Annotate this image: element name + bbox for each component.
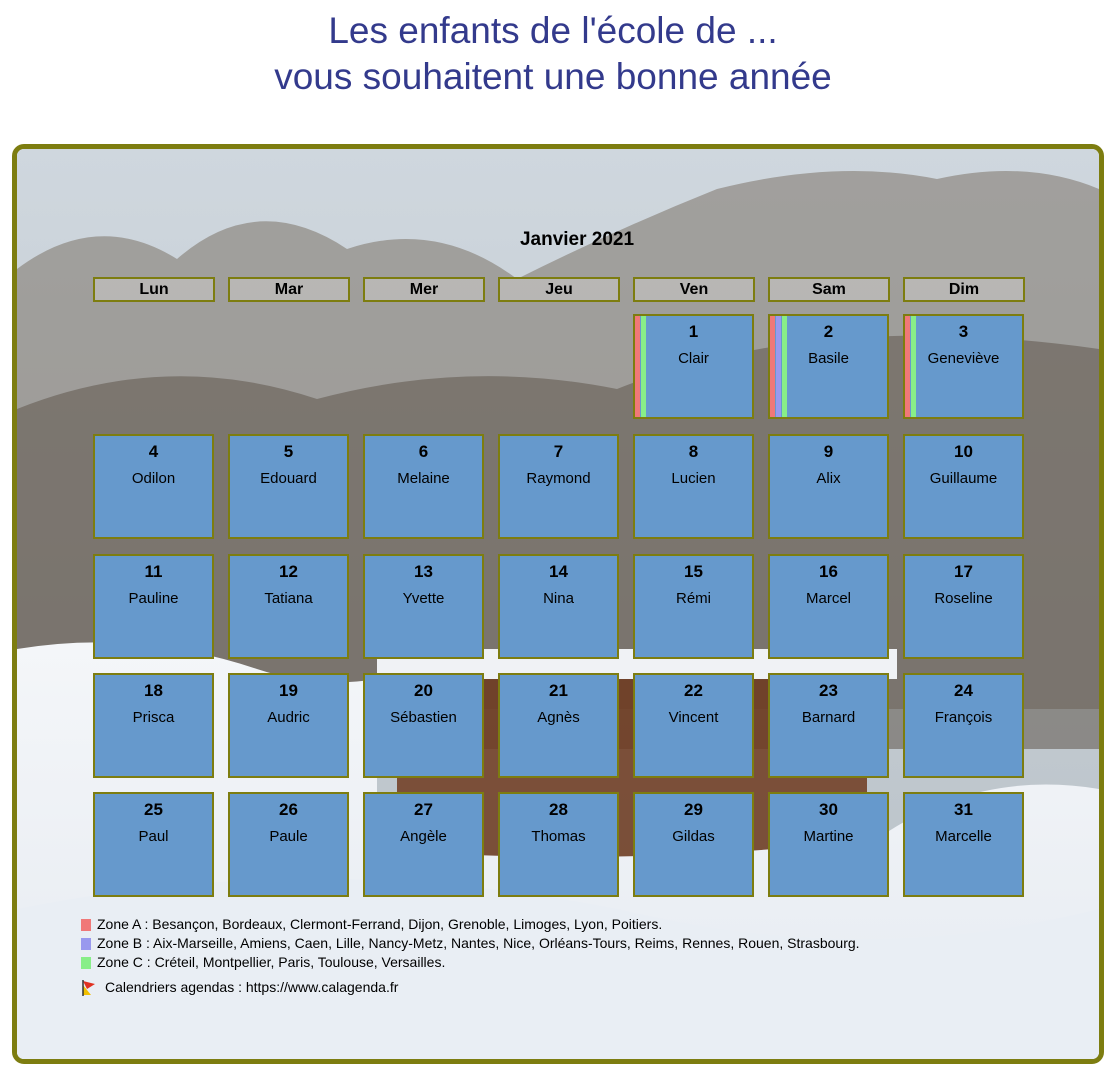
saint-name: François — [934, 709, 993, 726]
saint-name: Lucien — [671, 470, 716, 487]
day-cell — [93, 554, 214, 659]
day-cell — [498, 434, 619, 539]
day-number: 11 — [144, 562, 163, 581]
saint-name: Sébastien — [390, 709, 457, 726]
legend-zone-c-text: Zone C : Créteil, Montpellier, Paris, Toulouse, Versailles. — [97, 954, 446, 970]
saint-name: Paule — [269, 828, 308, 845]
day-number: 10 — [954, 442, 973, 461]
saint-name: Melaine — [397, 470, 450, 487]
day-cell — [498, 792, 619, 897]
weekday-header: Mar — [228, 277, 350, 302]
legend — [81, 915, 860, 997]
saint-name: Marcelle — [935, 828, 992, 845]
saint-name: Angèle — [400, 828, 447, 845]
day-number: 1 — [688, 322, 699, 341]
day-cell — [633, 554, 754, 659]
saint-name: Nina — [543, 590, 574, 607]
day-number: 12 — [279, 562, 298, 581]
saint-name: Marcel — [805, 590, 851, 607]
saint-name: Guillaume — [929, 470, 998, 487]
heading-line-1: Les enfants de l'école de ... — [328, 10, 778, 51]
page-heading — [0, 8, 1106, 100]
day-cell — [363, 554, 484, 659]
day-number: 18 — [144, 681, 163, 700]
saint-name: Tatiana — [264, 590, 313, 607]
day-number: 13 — [414, 562, 433, 581]
saint-name: Prisca — [132, 709, 175, 726]
weekday-header: Mer — [363, 277, 485, 302]
day-number: 28 — [549, 800, 568, 819]
day-cell — [93, 673, 214, 778]
day-cell — [363, 673, 484, 778]
day-cell — [633, 434, 754, 539]
day-cell — [228, 554, 349, 659]
heading-line-2: vous souhaitent une bonne année — [274, 56, 832, 97]
legend-zone-c — [81, 953, 860, 972]
day-number: 3 — [958, 322, 969, 341]
day-number: 31 — [954, 800, 973, 819]
day-number: 30 — [819, 800, 838, 819]
saint-name: Geneviève — [927, 350, 1000, 367]
saint-name: Odilon — [131, 470, 176, 487]
day-cell — [768, 314, 889, 419]
day-number: 24 — [954, 681, 973, 700]
calendar-title: Janvier 2021 — [519, 229, 635, 250]
weekday-header: Sam — [768, 277, 890, 302]
legend-zone-b-text: Zone B : Aix-Marseille, Amiens, Caen, Lille, Nancy-Metz, Nantes, Nice, Orléans-Tours, Reims, Rennes, Rouen, Strasbourg. — [97, 935, 860, 951]
legend-zone-a — [81, 915, 860, 934]
day-number: 9 — [823, 442, 834, 461]
weekday-header: Jeu — [498, 277, 620, 302]
day-cell — [228, 434, 349, 539]
saint-name: Yvette — [402, 590, 445, 607]
day-number: 19 — [279, 681, 298, 700]
day-cell — [228, 673, 349, 778]
calendar-frame — [12, 144, 1104, 1064]
day-cell — [633, 314, 754, 419]
calagenda-link[interactable]: Calendriers agendas : https://www.calagenda.fr — [105, 979, 399, 995]
saint-name: Vincent — [668, 709, 719, 726]
day-number: 16 — [819, 562, 838, 581]
calagenda-logo-icon — [81, 979, 97, 997]
day-number: 25 — [144, 800, 163, 819]
day-cell — [903, 792, 1024, 897]
saint-name: Pauline — [128, 590, 179, 607]
saint-name: Edouard — [260, 470, 317, 487]
day-cell — [768, 554, 889, 659]
day-cell — [93, 434, 214, 539]
legend-zone-a-text: Zone A : Besançon, Bordeaux, Clermont-Ferrand, Dijon, Grenoble, Limoges, Lyon, Poitiers. — [97, 916, 663, 932]
day-cell — [228, 792, 349, 897]
day-cell — [498, 673, 619, 778]
zone-b-swatch — [81, 938, 91, 950]
saint-name: Roseline — [934, 590, 993, 607]
day-cell — [498, 554, 619, 659]
saint-name: Raymond — [526, 470, 591, 487]
day-cell — [93, 792, 214, 897]
day-number: 26 — [279, 800, 298, 819]
day-cell — [903, 554, 1024, 659]
saint-name: Martine — [803, 828, 854, 845]
saint-name: Agnès — [537, 709, 580, 726]
saint-name: Basile — [808, 350, 849, 367]
day-number: 20 — [414, 681, 433, 700]
legend-zone-b — [81, 934, 860, 953]
day-cell — [903, 434, 1024, 539]
day-number: 27 — [414, 800, 433, 819]
day-cell — [903, 673, 1024, 778]
day-number: 15 — [684, 562, 703, 581]
zone-c-swatch — [81, 957, 91, 969]
day-cell — [768, 673, 889, 778]
saint-name: Thomas — [531, 828, 586, 845]
day-number: 4 — [148, 442, 159, 461]
day-cell — [903, 314, 1024, 419]
saint-name: Audric — [267, 709, 310, 726]
saint-name: Gildas — [672, 828, 715, 845]
day-cell — [363, 434, 484, 539]
weekday-header: Dim — [903, 277, 1025, 302]
day-number: 23 — [819, 681, 838, 700]
saint-name: Barnard — [801, 709, 856, 726]
day-number: 5 — [283, 442, 294, 461]
day-cell — [633, 673, 754, 778]
saint-name: Alix — [816, 470, 841, 487]
day-cell — [363, 792, 484, 897]
day-number: 7 — [553, 442, 564, 461]
day-cell — [768, 434, 889, 539]
day-number: 22 — [684, 681, 703, 700]
day-number: 29 — [684, 800, 703, 819]
day-cell — [768, 792, 889, 897]
zone-a-swatch — [81, 919, 91, 931]
legend-footer — [81, 978, 860, 997]
day-number: 21 — [549, 681, 568, 700]
day-number: 8 — [688, 442, 699, 461]
day-number: 2 — [823, 322, 834, 341]
day-number: 6 — [418, 442, 429, 461]
saint-name: Paul — [138, 828, 169, 845]
saint-name: Clair — [678, 350, 709, 367]
day-number: 17 — [954, 562, 973, 581]
weekday-header: Lun — [93, 277, 215, 302]
day-number: 14 — [549, 562, 568, 581]
weekday-header: Ven — [633, 277, 755, 302]
saint-name: Rémi — [675, 590, 711, 607]
day-cell — [633, 792, 754, 897]
